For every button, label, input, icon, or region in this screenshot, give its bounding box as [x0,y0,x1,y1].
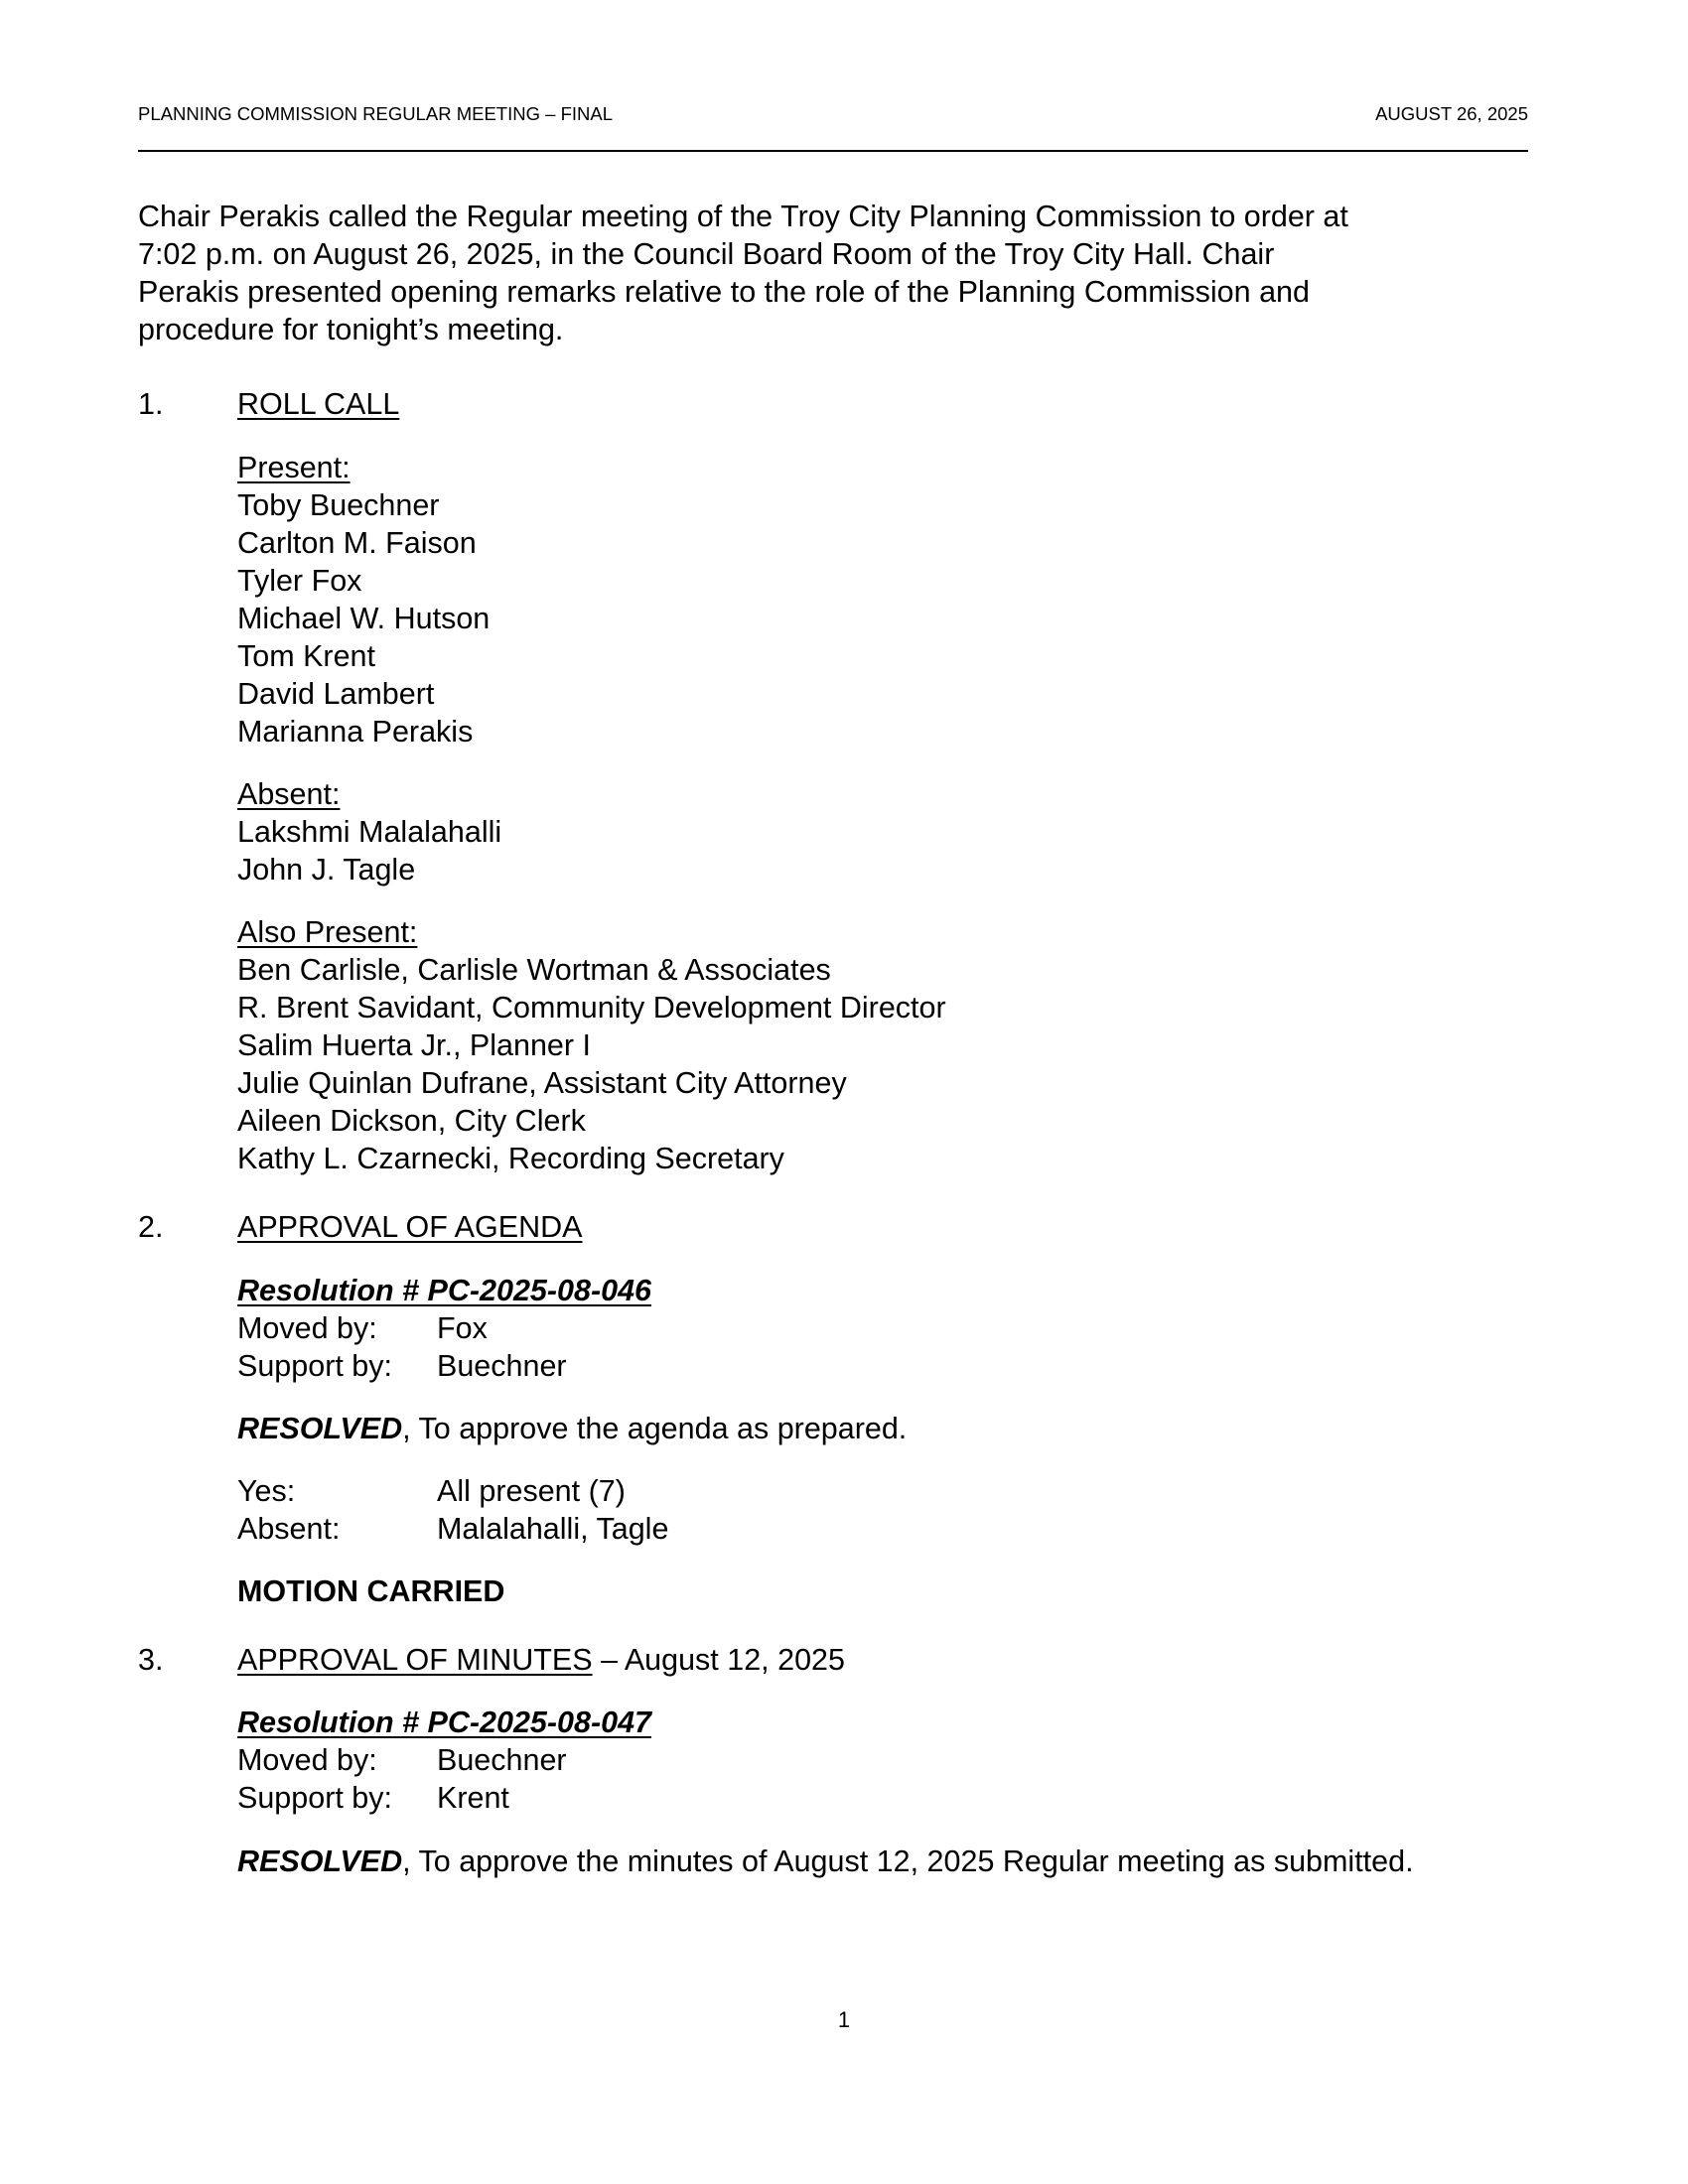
present-member: Tom Krent [237,639,375,673]
present-member: David Lambert [237,677,435,711]
minutes-resolved [237,1843,1414,1880]
resolved-text: , To approve the minutes of August 12, 2025 Regular meeting as submitted. [402,1844,1414,1878]
absent-label: Absent: [237,777,341,811]
page-number: 1 [837,2007,851,2032]
section-title-approval-of-minutes [237,1641,845,1679]
moved-value: Buechner [437,1743,567,1777]
minutes-title: APPROVAL OF MINUTES [237,1643,593,1677]
moved-value: Fox [437,1311,488,1345]
vote-yes-row [237,1472,668,1510]
minutes-support-row [237,1779,651,1817]
section-title-approval-of-agenda: APPROVAL OF AGENDA [237,1210,583,1244]
absent-vote-value: Malalahalli, Tagle [437,1512,669,1546]
present-member: Toby Buechner [237,488,440,522]
absent-member: John J. Tagle [237,853,416,887]
agenda-support-row [237,1347,651,1385]
minutes-title-date: – August 12, 2025 [592,1643,845,1677]
also-present-person: R. Brent Savidant, Community Development Director [237,991,946,1024]
intro-line: Chair Perakis called the Regular meeting of the Troy City Planning Commission to order at [138,200,1348,233]
also-present-list [237,913,946,1177]
minutes-moved-row [237,1741,651,1779]
also-present-person: Aileen Dickson, City Clerk [237,1104,586,1138]
resolved-keyword: RESOLVED [237,1844,403,1878]
support-value: Krent [437,1781,509,1815]
header-title: PLANNING COMMISSION REGULAR MEETING – FINAL [138,103,613,124]
support-label: Support by: [237,1349,392,1383]
present-list [237,449,490,751]
also-present-label: Also Present: [237,915,418,949]
agenda-resolved [237,1410,907,1447]
yes-value: All present (7) [437,1474,626,1508]
intro-line: procedure for tonight’s meeting. [138,313,564,346]
vote-absent-row [237,1510,668,1548]
absent-list [237,775,501,888]
minutes-resolution-number: Resolution # PC-2025-08-047 [237,1706,651,1739]
support-label: Support by: [237,1781,392,1815]
section-title-roll-call: ROLL CALL [237,387,400,421]
intro-paragraph [138,198,1548,348]
present-member: Michael W. Hutson [237,602,491,635]
present-member: Tyler Fox [237,564,362,598]
intro-line: 7:02 p.m. on August 26, 2025, in the Council Board Room of the Troy City Hall. Chair [138,237,1275,271]
agenda-resolution-block [237,1272,651,1385]
section-number-3: 3. [138,1643,164,1677]
moved-label: Moved by: [237,1311,377,1345]
also-present-person: Ben Carlisle, Carlisle Wortman & Associates [237,953,831,987]
yes-label: Yes: [237,1474,296,1508]
absent-vote-label: Absent: [237,1512,341,1546]
present-member: Marianna Perakis [237,715,474,749]
support-value: Buechner [437,1349,567,1383]
agenda-moved-row [237,1309,651,1347]
section-number-1: 1. [138,387,164,421]
header-rule [138,150,1528,152]
section-number-2: 2. [138,1210,164,1244]
resolved-keyword: RESOLVED [237,1412,403,1445]
intro-line: Perakis presented opening remarks relative to the role of the Planning Commission and [138,275,1310,309]
agenda-resolution-number: Resolution # PC-2025-08-046 [237,1274,651,1307]
resolved-text: , To approve the agenda as prepared. [402,1412,908,1445]
present-label: Present: [237,451,351,484]
header-date: AUGUST 26, 2025 [1375,103,1528,124]
moved-label: Moved by: [237,1743,377,1777]
also-present-person: Salim Huerta Jr., Planner I [237,1028,591,1062]
absent-member: Lakshmi Malalahalli [237,815,502,849]
agenda-vote-block [237,1472,668,1548]
present-member: Carlton M. Faison [237,526,477,560]
also-present-person: Kathy L. Czarnecki, Recording Secretary [237,1142,784,1175]
also-present-person: Julie Quinlan Dufrane, Assistant City Attorney [237,1066,847,1100]
minutes-resolution-block [237,1704,651,1817]
motion-carried: MOTION CARRIED [237,1574,505,1608]
